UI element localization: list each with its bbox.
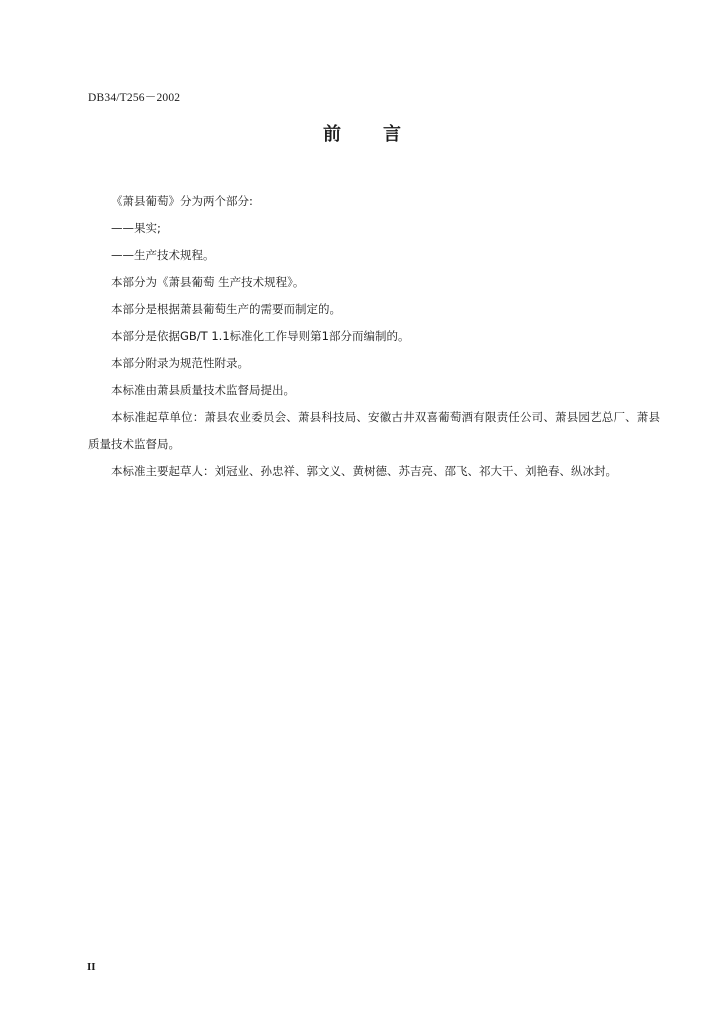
paragraph-part-technique: ——生产技术规程。 <box>111 248 215 262</box>
paragraph-basis-standard: 本部分是依据GB/T 1.1标准化工作导则第1部分而编制的。 <box>111 329 410 343</box>
page-number: II <box>87 961 96 973</box>
paragraph-drafting-units: 本标准起草单位：萧县农业委员会、萧县科技局、安徽古井双喜葡萄酒有限责任公司、萧县园艺总厂、萧县质量技术监督局。 <box>88 410 660 451</box>
paragraph-basis-need: 本部分是根据萧县葡萄生产的需要而制定的。 <box>111 302 341 316</box>
foreword-body <box>88 188 660 485</box>
page-title <box>0 120 724 146</box>
paragraph-this-part: 本部分为《萧县葡萄 生产技术规程》。 <box>111 275 305 289</box>
paragraph-appendix: 本部分附录为规范性附录。 <box>111 356 249 370</box>
paragraph-part-fruit: ——果实; <box>111 221 161 235</box>
paragraph-drafters: 本标准主要起草人：刘冠业、孙忠祥、郭文义、黄树德、苏吉亮、邵飞、祁大干、刘艳春、纵冰封。 <box>111 464 617 478</box>
title-char-1: 前 <box>323 124 341 145</box>
paragraph-parts-intro: 《萧县葡萄》分为两个部分: <box>111 194 253 208</box>
paragraph-proposer: 本标准由萧县质量技术监督局提出。 <box>111 383 295 397</box>
document-code: DB34/T256－2002 <box>88 92 181 104</box>
title-char-2: 言 <box>383 124 401 145</box>
